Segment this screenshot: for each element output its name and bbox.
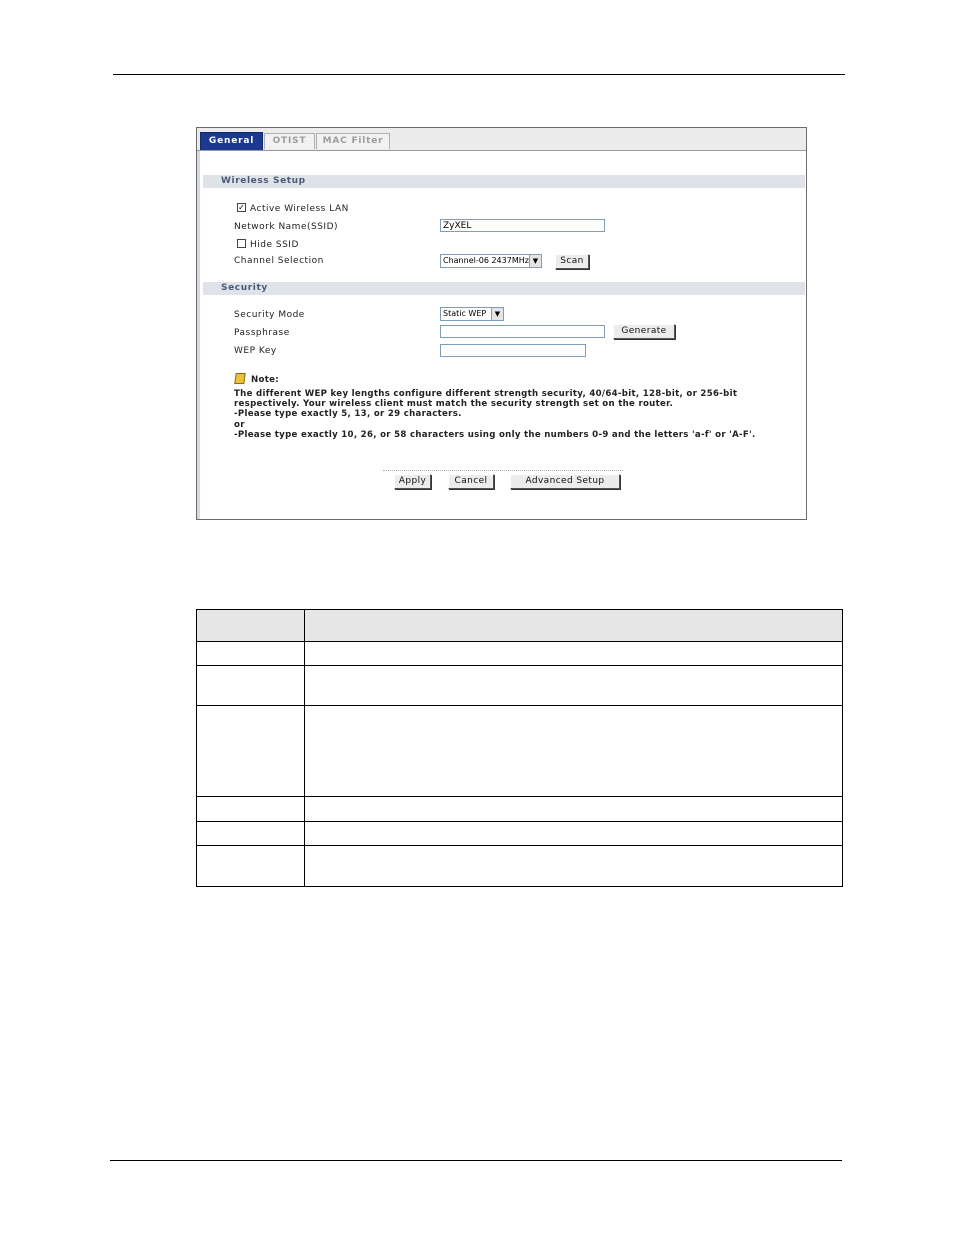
note-title: Note: xyxy=(251,375,279,385)
hide-ssid-label: Hide SSID xyxy=(250,240,299,250)
header-rule xyxy=(113,74,845,75)
note-line-3: -Please type exactly 5, 13, or 29 characters. xyxy=(234,409,462,419)
tab-strip xyxy=(197,128,806,151)
footer-rule xyxy=(110,1160,842,1161)
table-header-row xyxy=(197,610,843,642)
note-line-5: -Please type exactly 10, 26, or 58 characters using only the numbers 0-9 and the letters 'a-f' or 'A-F'. xyxy=(234,430,756,440)
generate-button[interactable]: Generate xyxy=(613,324,675,339)
channel-selection-label: Channel Selection xyxy=(234,256,324,266)
table-row xyxy=(197,666,843,706)
wireless-config-screenshot xyxy=(196,127,807,520)
passphrase-input[interactable] xyxy=(440,325,605,338)
table-cell xyxy=(305,610,843,642)
table-cell xyxy=(197,642,305,666)
left-border-bar xyxy=(197,151,200,519)
security-mode-label: Security Mode xyxy=(234,310,305,320)
active-wireless-lan-label: Active Wireless LAN xyxy=(250,204,349,214)
button-divider xyxy=(383,470,623,471)
table-cell xyxy=(197,846,305,887)
wep-key-input[interactable] xyxy=(440,344,586,357)
tab-mac-filter[interactable]: MAC Filter xyxy=(316,133,390,149)
table-cell xyxy=(197,797,305,822)
wep-key-label: WEP Key xyxy=(234,346,277,356)
table-cell xyxy=(305,706,843,797)
table-cell xyxy=(305,642,843,666)
ssid-label: Network Name(SSID) xyxy=(234,222,339,232)
table-row xyxy=(197,846,843,887)
description-table xyxy=(196,609,843,887)
table-row xyxy=(197,642,843,666)
checkmark-icon: ✓ xyxy=(238,203,245,212)
note-line-4: or xyxy=(234,420,245,430)
scan-button[interactable]: Scan xyxy=(555,254,589,269)
note-line-2: respectively. Your wireless client must match the security strength set on the router. xyxy=(234,399,674,409)
table-cell xyxy=(197,666,305,706)
security-mode-select[interactable] xyxy=(440,307,504,321)
security-mode-value: Static WEP xyxy=(443,309,487,318)
section-security: Security xyxy=(203,282,805,295)
table-cell xyxy=(305,797,843,822)
table-cell xyxy=(197,610,305,642)
chevron-down-icon: ▼ xyxy=(529,255,541,267)
table-cell xyxy=(197,822,305,846)
tab-general[interactable]: General xyxy=(200,132,263,150)
advanced-setup-button[interactable]: Advanced Setup xyxy=(510,474,620,489)
apply-button[interactable]: Apply xyxy=(394,474,431,489)
section-wireless-setup: Wireless Setup xyxy=(203,175,805,188)
table-cell xyxy=(305,846,843,887)
ssid-input[interactable] xyxy=(440,219,605,232)
channel-select-value: Channel-06 2437MHz xyxy=(443,256,529,265)
table-row xyxy=(197,797,843,822)
channel-select[interactable] xyxy=(440,254,542,268)
passphrase-label: Passphrase xyxy=(234,328,290,338)
chevron-down-icon: ▼ xyxy=(491,308,503,320)
table-cell xyxy=(305,666,843,706)
note-line-1: The different WEP key lengths configure different strength security, 40/64-bit, 128-bit, or 256-bit xyxy=(234,389,738,399)
active-wireless-lan-checkbox[interactable] xyxy=(237,203,246,212)
table-cell xyxy=(197,706,305,797)
table-row xyxy=(197,706,843,797)
table-row xyxy=(197,822,843,846)
table-cell xyxy=(305,822,843,846)
tab-otist[interactable]: OTIST xyxy=(264,133,315,149)
hide-ssid-checkbox[interactable] xyxy=(237,239,246,248)
note-icon xyxy=(234,373,246,384)
cancel-button[interactable]: Cancel xyxy=(448,474,494,489)
